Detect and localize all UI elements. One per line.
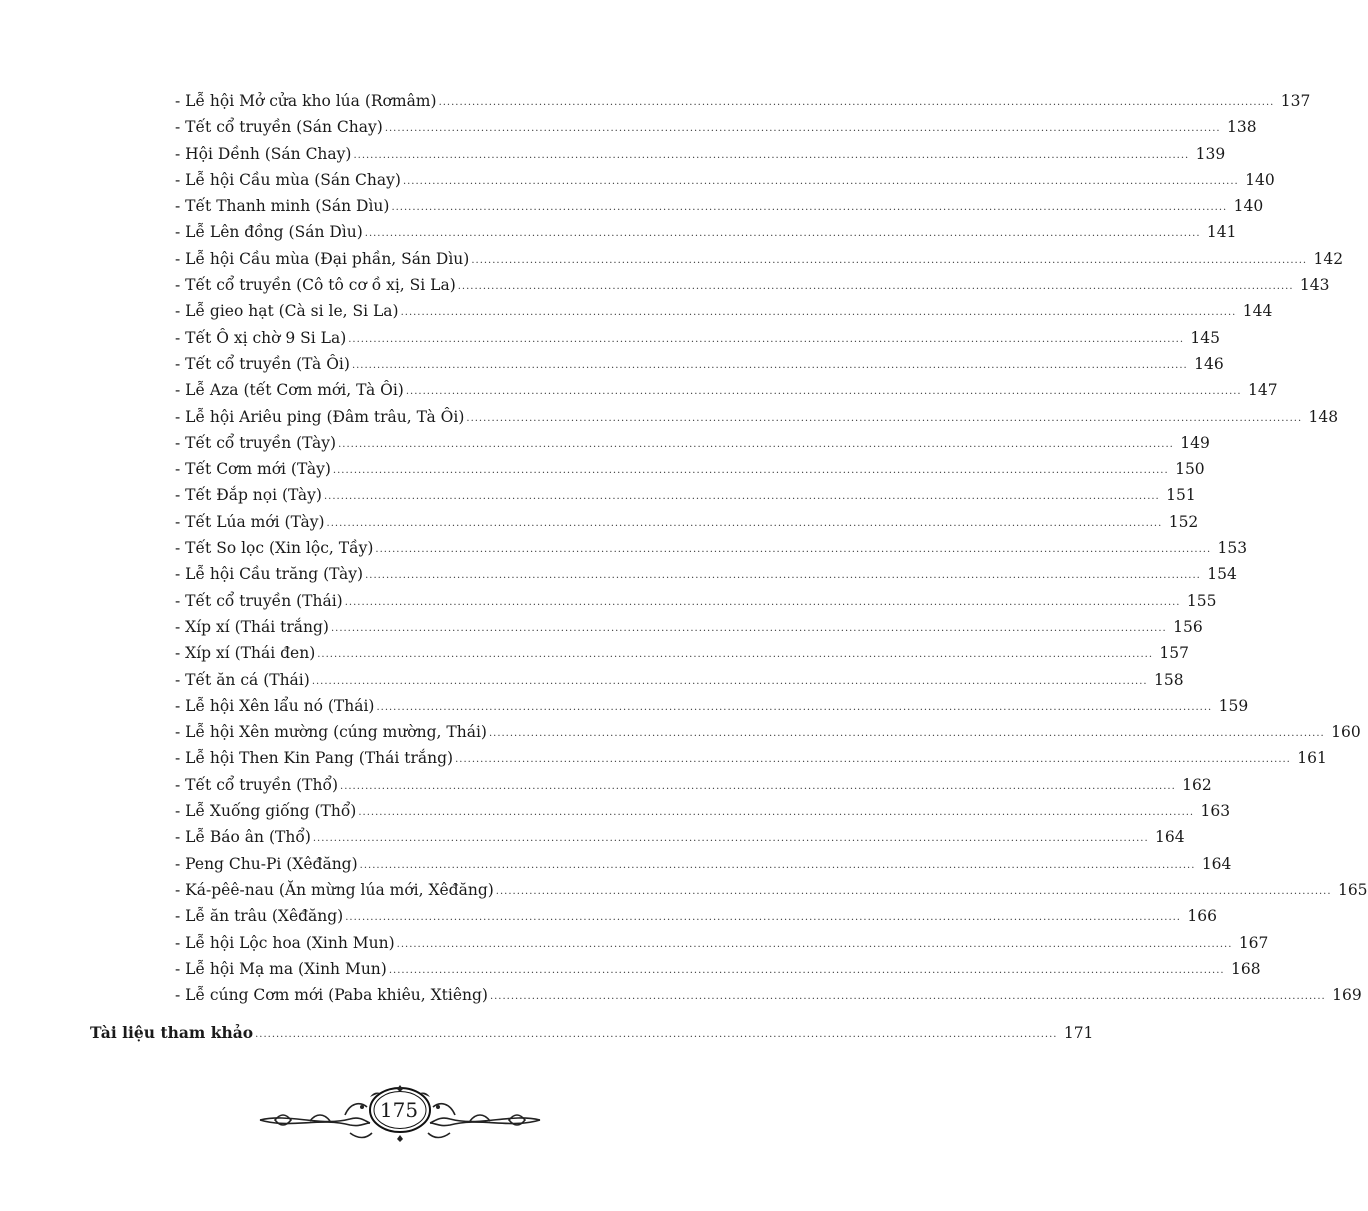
toc-entry-title: - Tết Lúa mới (Tày) xyxy=(175,512,325,531)
dot-leader: ........................................................................................................................................................................................................ xyxy=(326,517,1163,529)
toc-entry-page: 140 xyxy=(1233,197,1264,216)
toc-entry-title: - Lễ ăn trâu (Xêđăng) xyxy=(175,907,344,926)
toc-entry-page: 146 xyxy=(1194,354,1224,373)
toc-entry-page: 162 xyxy=(1182,775,1212,794)
toc-entry[interactable] xyxy=(175,377,1278,403)
toc-entry-page: 148 xyxy=(1308,407,1339,426)
toc-entry-page: 156 xyxy=(1173,617,1203,636)
toc-entry-title: - Xíp xí (Thái đen) xyxy=(175,644,316,663)
toc-entry-page: 147 xyxy=(1248,381,1278,400)
toc-entry[interactable] xyxy=(175,640,1189,666)
toc-entry[interactable] xyxy=(175,693,1249,719)
toc-entry[interactable] xyxy=(175,824,1185,850)
toc-entry-title: - Lễ Lên đồng (Sán Dìu) xyxy=(175,223,363,242)
dot-leader: ........................................................................................................................................................................................................ xyxy=(359,859,1196,871)
toc-entry-page: 153 xyxy=(1217,539,1248,558)
toc-entry-page: 159 xyxy=(1218,696,1249,715)
toc-entry-title: - Tết cổ truyền (Thổ) xyxy=(175,775,339,794)
toc-entry[interactable] xyxy=(175,141,1226,167)
dot-leader: ........................................................................................................................................................................................................ xyxy=(353,149,1190,161)
toc-entry-title: - Lễ Xuống giống (Thổ) xyxy=(175,802,357,821)
toc-list xyxy=(175,88,1368,1008)
toc-entry-page: 161 xyxy=(1297,749,1327,768)
dot-leader: ........................................................................................................................................................................................................ xyxy=(489,991,1326,1003)
toc-entry-title: - Lễ hội Mở cửa kho lúa (Rơmâm) xyxy=(175,92,437,110)
toc-entry-page: 154 xyxy=(1207,565,1237,584)
toc-entry-page: 137 xyxy=(1280,92,1311,110)
toc-entry[interactable] xyxy=(175,509,1199,535)
toc-entry-title: Tài liệu tham khảo xyxy=(90,1023,254,1042)
toc-entry[interactable] xyxy=(175,167,1275,193)
dot-leader: ........................................................................................................................................................................................................ xyxy=(364,228,1201,240)
toc-entry-title: - Tết Đắp nọi (Tày) xyxy=(175,486,322,505)
toc-entry-page: 158 xyxy=(1153,670,1184,689)
dot-leader: ........................................................................................................................................................................................................ xyxy=(495,885,1332,897)
dot-leader: ........................................................................................................................................................................................................ xyxy=(330,622,1167,634)
toc-entry-title: - Lễ hội Cầu trăng (Tày) xyxy=(175,565,364,584)
toc-entry-page: 142 xyxy=(1313,249,1344,268)
toc-entry-page: 168 xyxy=(1231,959,1261,978)
toc-entry-title: - Lễ hội Cầu mùa (Sán Chay) xyxy=(175,170,401,189)
dot-leader: ........................................................................................................................................................................................................ xyxy=(332,465,1169,477)
toc-entry-title: - Peng Chu-Pi (Xêđăng) xyxy=(175,854,358,873)
dot-leader: ........................................................................................................................................................................................................ xyxy=(391,202,1228,214)
dot-leader: ........................................................................................................................................................................................................ xyxy=(388,964,1225,976)
toc-entry-title: - Tết Cơm mới (Tày) xyxy=(175,460,331,479)
toc-entry-page: 138 xyxy=(1226,118,1257,137)
toc-entry-page: 145 xyxy=(1190,328,1220,347)
toc-entry[interactable] xyxy=(175,430,1210,456)
dot-leader: ........................................................................................................................................................................................................ xyxy=(348,333,1184,345)
toc-entry-title: - Lễ hội Xên mường (cúng mường, Thái) xyxy=(175,723,487,742)
dot-leader: ........................................................................................................................................................................................................ xyxy=(340,780,1176,792)
dot-leader: ........................................................................................................................................................................................................ xyxy=(345,912,1181,924)
dot-leader: ........................................................................................................................................................................................................ xyxy=(323,491,1160,503)
dot-leader: ........................................................................................................................................................................................................ xyxy=(312,833,1149,845)
dot-leader: ........................................................................................................................................................................................................ xyxy=(376,701,1213,713)
dot-leader: ........................................................................................................................................................................................................ xyxy=(365,570,1201,582)
dot-leader: ........................................................................................................................................................................................................ xyxy=(351,359,1188,371)
toc-entry-title: - Lễ hội Lộc hoa (Xinh Mun) xyxy=(175,933,395,952)
toc-entry-title: - Lễ hội Xên lẩu nó (Thái) xyxy=(175,696,375,715)
dot-leader: ........................................................................................................................................................................................................ xyxy=(466,412,1303,424)
toc-entry-page: 169 xyxy=(1332,986,1362,1005)
toc-entry-page: 164 xyxy=(1155,828,1185,847)
toc-entry-page: 166 xyxy=(1187,907,1217,926)
toc-entry-page: 164 xyxy=(1201,854,1232,873)
toc-entry-title: - Tết Thanh minh (Sán Dìu) xyxy=(175,197,390,216)
toc-entry[interactable] xyxy=(175,272,1330,298)
toc-entry[interactable] xyxy=(175,614,1203,640)
dot-leader: ........................................................................................................................................................................................................ xyxy=(396,938,1233,950)
toc-entry[interactable] xyxy=(175,535,1248,561)
toc-entry-page: 151 xyxy=(1166,486,1196,505)
dot-leader: ........................................................................................................................................................................................................ xyxy=(358,807,1195,819)
toc-entry[interactable] xyxy=(175,561,1237,587)
toc-entry[interactable] xyxy=(175,772,1212,798)
page-number: 175 xyxy=(379,1098,419,1122)
toc-entry-page: 152 xyxy=(1168,512,1199,531)
toc-entry-title: - Tết Ô xị chờ 9 Si La) xyxy=(175,328,347,347)
toc-entry-title: - Lễ hội Then Kin Pang (Thái trắng) xyxy=(175,749,454,768)
toc-entry-page: 143 xyxy=(1299,276,1330,295)
table-of-contents xyxy=(175,88,1368,1008)
toc-entry-title: - Tết ăn cá (Thái) xyxy=(175,670,310,689)
toc-entry[interactable] xyxy=(175,404,1339,430)
dot-leader: ........................................................................................................................................................................................................ xyxy=(344,596,1181,608)
toc-entry[interactable] xyxy=(175,325,1220,351)
toc-entry[interactable] xyxy=(175,114,1257,140)
toc-entry-title: - Lễ Báo ân (Thổ) xyxy=(175,828,311,847)
toc-entry-page: 150 xyxy=(1175,460,1205,479)
toc-entry-page: 167 xyxy=(1238,933,1269,952)
toc-entry[interactable] xyxy=(175,719,1361,745)
toc-entry[interactable] xyxy=(175,903,1217,929)
dot-leader: ........................................................................................................................................................................................................ xyxy=(471,254,1308,266)
toc-entry-title: - Tết cổ truyền (Tày) xyxy=(175,433,337,452)
toc-entry[interactable] xyxy=(175,298,1273,324)
dot-leader: ........................................................................................................................................................................................................ xyxy=(384,123,1221,135)
toc-entry-page: 139 xyxy=(1195,144,1226,163)
toc-entry-title: - Lễ cúng Cơm mới (Paba khiêu, Xtiêng) xyxy=(175,986,488,1005)
toc-entry-references[interactable] xyxy=(90,1020,1094,1049)
dot-leader: ........................................................................................................................................................................................................ xyxy=(400,307,1237,319)
toc-entry-page: 141 xyxy=(1206,223,1237,242)
toc-entry-page: 163 xyxy=(1200,802,1231,821)
dot-leader: ........................................................................................................................................................................................................ xyxy=(438,97,1275,108)
toc-entry[interactable] xyxy=(175,798,1231,824)
toc-entry-page: 140 xyxy=(1245,170,1275,189)
toc-entry-title: - Lễ hội Mạ ma (Xinh Mun) xyxy=(175,959,387,978)
toc-entry[interactable] xyxy=(175,667,1184,693)
dot-leader: ........................................................................................................................................................................................................ xyxy=(375,544,1212,556)
toc-entry-title: - Lễ gieo hạt (Cà si le, Si La) xyxy=(175,302,399,321)
toc-entry[interactable] xyxy=(175,745,1327,771)
dot-leader: ................................................................................................................................................................................................ xyxy=(255,1029,1058,1040)
toc-entry[interactable] xyxy=(175,588,1217,614)
toc-entry-title: - Tết cổ truyền (Tà Ôi) xyxy=(175,354,350,373)
dot-leader: ........................................................................................................................................................................................................ xyxy=(402,175,1239,187)
toc-entry[interactable] xyxy=(175,956,1261,982)
toc-entry[interactable] xyxy=(175,456,1205,482)
toc-entry-title: - Tết So lọc (Xin lộc, Tầy) xyxy=(175,539,374,558)
dot-leader: ........................................................................................................................................................................................................ xyxy=(405,386,1242,398)
toc-entry[interactable] xyxy=(175,246,1344,272)
toc-entry-page: 157 xyxy=(1159,644,1189,663)
toc-entry[interactable] xyxy=(175,877,1368,903)
toc-entry-page: 165 xyxy=(1337,880,1368,899)
toc-entry[interactable] xyxy=(175,88,1311,114)
toc-entry[interactable] xyxy=(175,482,1196,508)
dot-leader: ........................................................................................................................................................................................................ xyxy=(311,675,1148,687)
dot-leader: ........................................................................................................................................................................................................ xyxy=(457,281,1294,293)
toc-entry[interactable] xyxy=(175,982,1362,1008)
dot-leader: ........................................................................................................................................................................................................ xyxy=(455,754,1291,766)
dot-leader: ........................................................................................................................................................................................................ xyxy=(317,649,1153,661)
toc-entry[interactable] xyxy=(175,930,1269,956)
toc-entry-title: - Lễ Aza (tết Cơm mới, Tà Ôi) xyxy=(175,381,404,400)
toc-entry-title: - Xíp xí (Thái trắng) xyxy=(175,617,329,636)
toc-entry-title: - Tết cổ truyền (Sán Chay) xyxy=(175,118,383,137)
toc-entry[interactable] xyxy=(175,219,1237,245)
toc-entry-page: 160 xyxy=(1331,723,1361,742)
toc-entry-page: 171 xyxy=(1063,1024,1094,1042)
toc-entry-page: 149 xyxy=(1180,433,1210,452)
toc-entry-title: - Tết cổ truyền (Cô tô cơ ồ xị, Si La) xyxy=(175,276,456,295)
toc-entry-title: - Tết cổ truyền (Thái) xyxy=(175,591,343,610)
toc-entry-title: - Hội Dềnh (Sán Chay) xyxy=(175,144,352,163)
toc-entry[interactable] xyxy=(175,851,1232,877)
toc-entry-title: - Lễ hội Cầu mùa (Đại phần, Sán Dìu) xyxy=(175,249,470,268)
dot-leader: ........................................................................................................................................................................................................ xyxy=(488,728,1325,740)
toc-entry[interactable] xyxy=(175,351,1224,377)
toc-entry-title: - Ká-pêê-nau (Ăn mừng lúa mới, Xêđăng) xyxy=(175,880,494,899)
toc-entry-title: - Lễ hội Ariêu ping (Đâm trâu, Tà Ôi) xyxy=(175,407,465,426)
toc-entry-page: 144 xyxy=(1242,302,1273,321)
toc-entry-page: 155 xyxy=(1186,591,1217,610)
dot-leader: ........................................................................................................................................................................................................ xyxy=(338,438,1174,450)
toc-entry[interactable] xyxy=(175,193,1264,219)
